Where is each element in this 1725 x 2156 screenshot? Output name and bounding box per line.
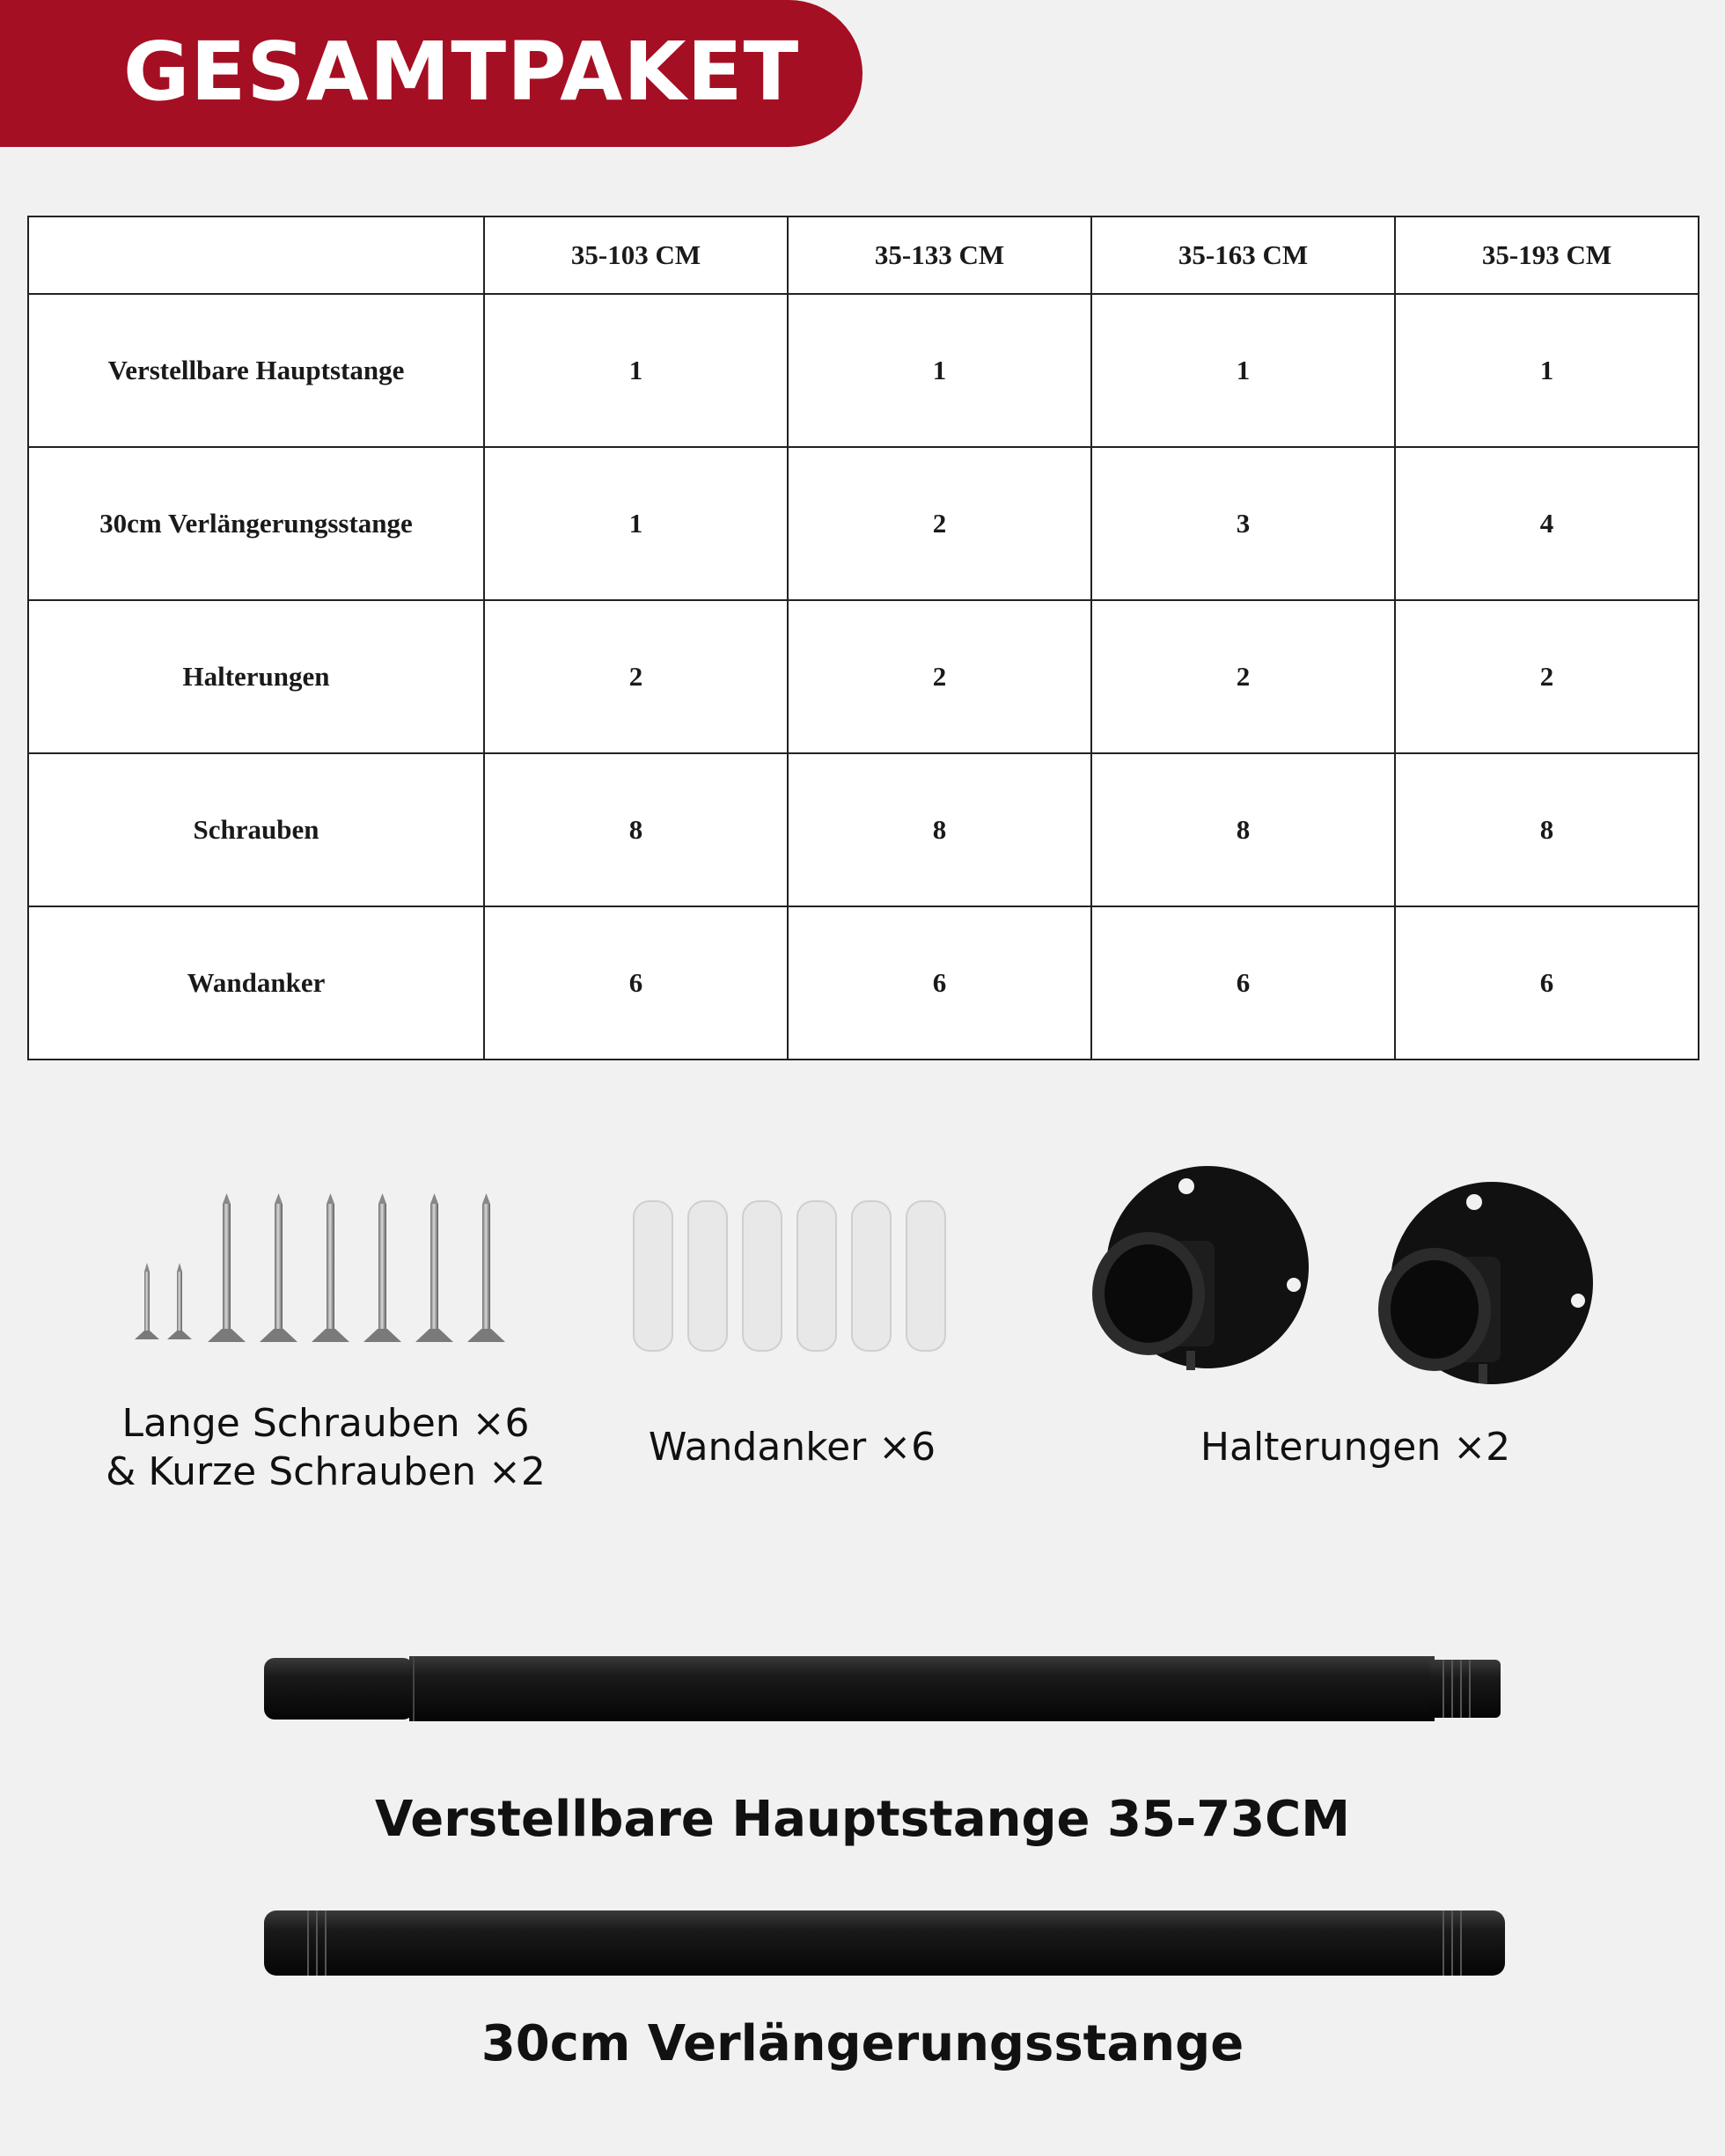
long-screw [312,1193,349,1342]
table-cell: 6 [484,906,788,1060]
table-header-cell: 35-133 CM [788,216,1091,294]
screws-icon [123,1188,519,1355]
table-header-cell: 35-163 CM [1091,216,1395,294]
table-cell: 2 [788,600,1091,753]
brackets-label: Halterungen ×2 [1200,1425,1511,1470]
table-cell: 1 [1091,294,1395,447]
table-row [28,600,1699,753]
brackets-icon [1074,1153,1602,1390]
table-cell: 4 [1395,447,1699,600]
bracket [1378,1182,1593,1384]
long-screw [208,1193,246,1342]
table-cell: 1 [788,294,1091,447]
short-screw [135,1263,159,1339]
row-label: Wandanker [28,906,484,1060]
table-cell: 2 [1395,600,1699,753]
table-cell: 2 [788,447,1091,600]
screws-label-line1: Lange Schrauben ×6 [121,1401,530,1446]
table-header-cell: 35-193 CM [1395,216,1699,294]
short-screw [167,1263,192,1339]
table-cell: 1 [484,447,788,600]
table-row [28,447,1699,600]
table-cell: 8 [1395,753,1699,906]
screws-label-line2: & Kurze Schrauben ×2 [106,1449,546,1494]
row-label: 30cm Verlängerungsstange [28,447,484,600]
table-cell: 1 [484,294,788,447]
long-screw [467,1193,505,1342]
main-rod-label: Verstellbare Hauptstange 35-73CM [375,1791,1350,1848]
title-banner [0,0,862,147]
table-header-cell [28,216,484,294]
long-screw [363,1193,401,1342]
bracket [1092,1166,1309,1370]
long-screw [260,1193,297,1342]
table-cell: 8 [788,753,1091,906]
row-label: Verstellbare Hauptstange [28,294,484,447]
anchors-label: Wandanker ×6 [648,1425,936,1470]
table-header-cell: 35-103 CM [484,216,788,294]
wall-anchor [634,1201,672,1351]
table-row [28,753,1699,906]
long-screw [415,1193,453,1342]
wall-anchor [688,1201,727,1351]
table-cell: 8 [1091,753,1395,906]
row-label: Schrauben [28,753,484,906]
main-rod-icon [264,1653,1505,1725]
table-cell: 6 [1395,906,1699,1060]
table-cell: 6 [788,906,1091,1060]
table-row [28,906,1699,1060]
table-cell: 2 [484,600,788,753]
table-cell: 6 [1091,906,1395,1060]
extension-rod-label: 30cm Verlängerungsstange [481,2015,1244,2072]
banner-title: GESAMTPAKET [123,25,800,119]
table-cell: 2 [1091,600,1395,753]
screws-label [70,1399,581,1496]
table-header-row [28,216,1699,294]
table-row [28,294,1699,447]
parts-table [27,216,1699,1060]
wall-anchors-icon [625,1192,959,1355]
wall-anchor [743,1201,782,1351]
wall-anchor [907,1201,945,1351]
wall-anchor [852,1201,891,1351]
table-cell: 3 [1091,447,1395,600]
table-cell: 8 [484,753,788,906]
wall-anchor [797,1201,836,1351]
table-cell: 1 [1395,294,1699,447]
extension-rod-icon [264,1907,1505,1979]
row-label: Halterungen [28,600,484,753]
